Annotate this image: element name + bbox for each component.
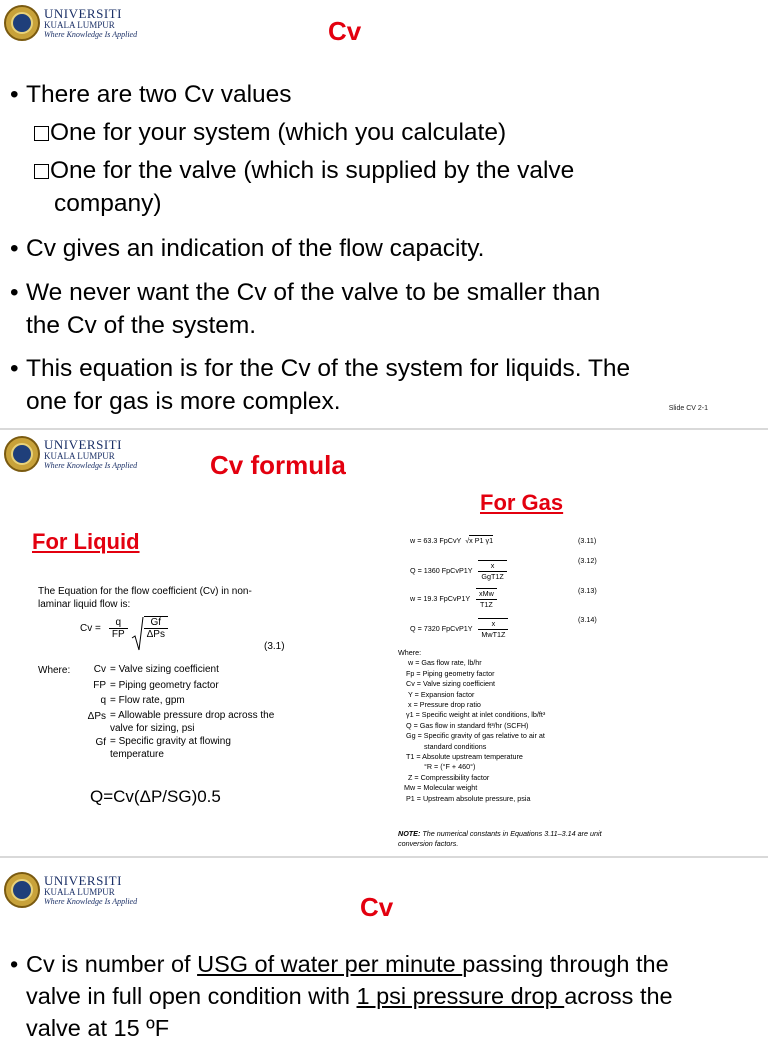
sub-bullet-system: One for your system (which you calculate) <box>34 116 762 149</box>
checkbox-square-icon <box>34 126 49 141</box>
definition-row: FP = Piping geometry factor <box>93 679 219 691</box>
equation-label: (3.13) <box>578 586 597 595</box>
for-liquid-heading: For Liquid <box>32 529 140 554</box>
bullet-equation-liquids: • This equation is for the Cv of the system for liquids. The one for gas is more complex. <box>10 355 631 415</box>
university-logo <box>4 436 137 472</box>
gas-equation-3-13: w = 19.3 FpCvP1Y $\frac{\text{xMw}}{T1Z}$ <box>410 588 497 610</box>
equation-label: (3.12) <box>578 556 597 565</box>
definition-row: x = Pressure drop ratio <box>408 700 481 710</box>
definition-row: γ1 = Specific weight at inlet conditions, lb/ft³ <box>406 710 546 720</box>
gas-where: Where: <box>398 648 422 657</box>
liquid-definitions <box>82 662 282 761</box>
liquid-equation <box>80 616 168 640</box>
definition-row: Gf = Specific gravity at flowing temperature <box>95 735 231 760</box>
root-numerator: Gf <box>144 617 168 629</box>
university-seal-icon <box>4 872 40 908</box>
root-denominator: ΔPs <box>146 629 165 640</box>
university-logo <box>4 872 137 908</box>
gas-equation-3-14: Q = 7320 FpCvP1Y $\frac{x}{\text{MwT1Z}}$ <box>410 618 508 640</box>
slide-number: Slide CV 2-1 <box>668 405 708 412</box>
logo-subtitle: KUALA LUMPUR <box>44 887 115 897</box>
gas-equation-3-11: w = 63.3 FpCvY √x P1 γ1 <box>410 536 494 545</box>
equation-numerator: q <box>109 617 128 629</box>
equation-label: (3.1) <box>264 641 285 652</box>
slide-title: Cv formula <box>210 450 346 480</box>
university-logo <box>4 5 137 41</box>
definition-row: w = Gas flow rate, lb/hr <box>408 658 482 668</box>
logo-subtitle: KUALA LUMPUR <box>44 451 115 461</box>
logo-subtitle: KUALA LUMPUR <box>44 20 115 30</box>
definition-row: Z = Compressibility factor <box>408 772 490 782</box>
q-formula: Q=Cv(ΔP/SG)0.5 <box>90 787 221 806</box>
slide-3 <box>0 858 768 1041</box>
logo-tagline: Where Knowledge Is Applied <box>44 897 138 906</box>
square-root-icon: √x P1 γ1 <box>465 536 494 545</box>
liquid-where: Where: <box>38 665 71 676</box>
logo-tagline: Where Knowledge Is Applied <box>44 461 138 470</box>
definition-row: T1 = Absolute upstream temperature <box>406 752 523 762</box>
gas-equation-3-12: Q = 1360 FpCvP1Y $\frac{x}{\text{GgT1Z}}$ <box>410 560 507 582</box>
logo-name: UNIVERSITI <box>44 437 122 452</box>
square-root-icon <box>132 616 168 640</box>
square-root-icon: $\frac{x}{\text{GgT1Z}}$ <box>478 560 506 582</box>
definition-row: Cv = Valve sizing coefficient <box>406 679 496 689</box>
definition-row: P1 = Upstream absolute pressure, psia <box>406 793 531 803</box>
definition-row: Q = Gas flow in standard ft³/hr (SCFH) <box>406 720 529 730</box>
definition-row: Mw = Molecular weight <box>404 783 478 793</box>
definition-row: Gg = Specific gravity of gas relative to air at <box>406 731 545 741</box>
definition-row: Y = Expansion factor <box>408 689 475 699</box>
bullet-cv-definition: • Cv is number of USG of water per minute passing through the valve in full open condition with 1 psi pressure drop across the valve at 15 ºF <box>10 951 673 1041</box>
logo-name: UNIVERSITI <box>44 6 122 21</box>
logo-tagline: Where Knowledge Is Applied <box>44 30 138 39</box>
definition-row: Fp = Piping geometry factor <box>406 668 495 678</box>
definition-row: ΔPs = Allowable pressure drop across the valve for sizing, psi <box>87 709 275 734</box>
bullet-two-values: • There are two Cv values <box>10 81 292 108</box>
definition-row: q = Flow rate, gpm <box>100 695 185 706</box>
square-root-icon: $\frac{\text{xMw}}{T1Z}$ <box>476 588 497 610</box>
equation-denominator: FP <box>111 628 125 640</box>
liquid-intro: The Equation for the flow coefficient (Cv) in non-laminar liquid flow is: <box>38 586 252 610</box>
university-seal-icon <box>4 5 40 41</box>
gas-note: NOTE: The numerical constants in Equations 3.11–3.14 are unit conversion factors. <box>398 829 602 849</box>
equation-label: (3.11) <box>578 536 597 545</box>
equation-lhs: Cv = <box>80 622 101 634</box>
slide-title: Cv <box>360 892 394 922</box>
square-root-icon: $\frac{x}{\text{MwT1Z}}$ <box>478 618 508 640</box>
logo-name: UNIVERSITI <box>44 873 122 888</box>
gas-definitions <box>398 648 568 804</box>
definition-row: Cv = Valve sizing coefficient <box>93 664 219 675</box>
equation-label: (3.14) <box>578 615 597 624</box>
sub-bullet-valve: One for the valve (which is supplied by the valve company) <box>34 154 762 220</box>
bullet-flow-capacity: • Cv gives an indication of the flow capacity. <box>10 235 485 262</box>
checkbox-square-icon <box>34 164 49 179</box>
slide-1 <box>0 0 768 428</box>
for-gas-heading: For Gas <box>480 490 564 515</box>
definition-row: standard conditions <box>424 741 487 751</box>
definition-row: °R = (°F + 460°) <box>424 762 476 772</box>
bullet-never-smaller: • We never want the Cv of the valve to be smaller than the Cv of the system. <box>10 279 601 339</box>
university-seal-icon <box>4 436 40 472</box>
slide-title: Cv <box>328 16 362 46</box>
